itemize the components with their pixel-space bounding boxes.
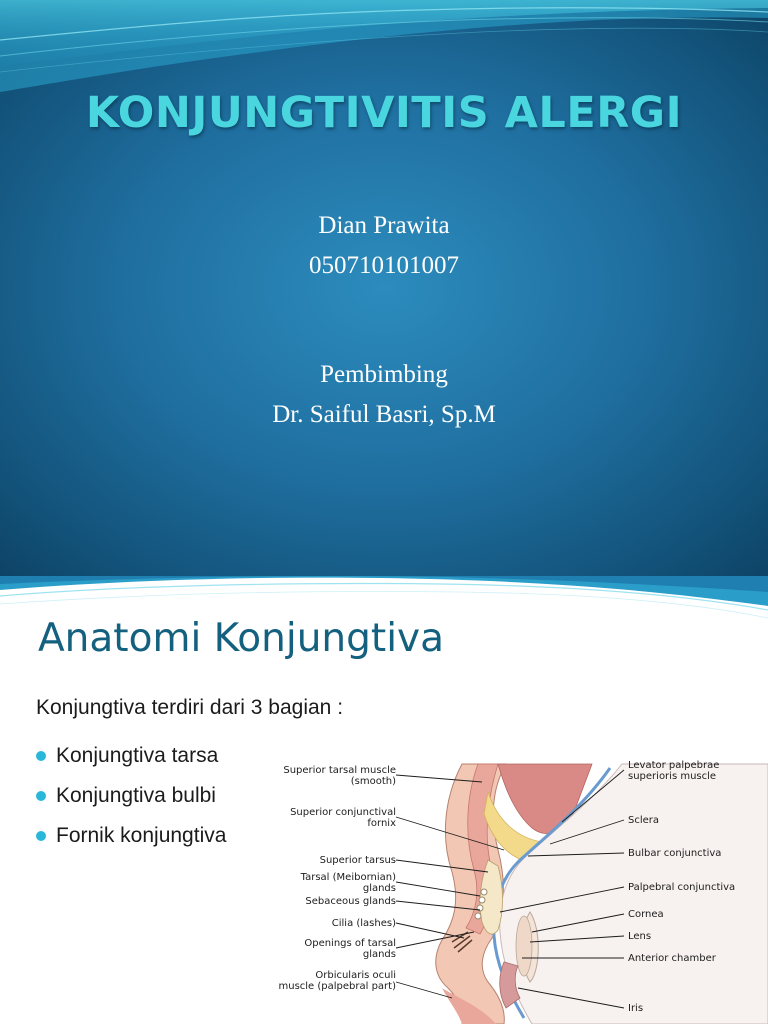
list-item: [36, 776, 226, 816]
figure-label-right: Palpebral conjunctiva: [628, 882, 736, 893]
list-item-text: Konjungtiva bulbi: [56, 784, 216, 807]
author-name: Dian Prawita: [318, 212, 450, 239]
intro-text: Konjungtiva terdiri dari 3 bagian :: [36, 696, 344, 719]
figure-label-right: Bulbar conjunctiva: [628, 848, 722, 859]
figure-label-right: Anterior chamber: [628, 953, 716, 964]
slide-title: KONJUNGTIVITIS ALERGI: [85, 88, 683, 138]
figure-label-right: Lens: [628, 931, 652, 942]
eyelid-anatomy-figure: [278, 760, 768, 1024]
anatomy-slide: [0, 576, 768, 1024]
figure-label-left: Openings of tarsal glands: [304, 938, 396, 960]
figure-label-left: Superior conjunctival fornix: [290, 807, 396, 829]
figure-label-left: Superior tarsal muscle (smooth): [283, 765, 396, 787]
bullet-dot-icon: [36, 791, 46, 801]
figure-label-left: Sebaceous glands: [305, 896, 396, 907]
bullet-list: [36, 736, 226, 856]
advisor-label: Pembimbing: [320, 361, 448, 388]
figure-label-right: Iris: [628, 1003, 644, 1014]
figure-label-left: Orbicularis oculi muscle (palpebral part): [278, 970, 396, 992]
slide-title: Anatomi Konjungtiva: [38, 616, 445, 661]
bullet-dot-icon: [36, 831, 46, 841]
figure-label-right: Cornea: [628, 909, 664, 920]
list-item-text: Fornik konjungtiva: [56, 824, 227, 847]
advisor-name: Dr. Saiful Basri, Sp.M: [272, 401, 496, 428]
figure-label-left: Tarsal (Meibornian) glands: [300, 872, 396, 894]
figure-label-left: Cilia (lashes): [331, 918, 396, 929]
list-item: [36, 816, 226, 856]
figure-label-right: Levator palpebrae superioris muscle: [628, 760, 720, 782]
student-id: 050710101007: [309, 252, 459, 279]
bullet-dot-icon: [36, 751, 46, 761]
figure-label-left: Superior tarsus: [319, 855, 396, 866]
list-item-text: Konjungtiva tarsa: [56, 744, 219, 767]
figure-label-right: Sclera: [628, 815, 660, 826]
list-item: [36, 736, 226, 776]
